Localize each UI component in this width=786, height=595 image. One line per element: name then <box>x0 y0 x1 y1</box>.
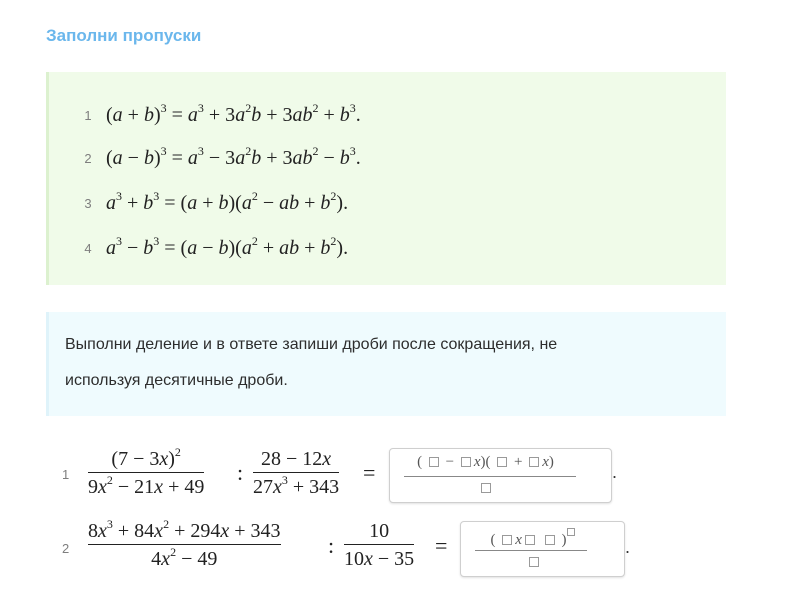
fraction-denominator: $4x^2 - 49$ <box>151 545 218 571</box>
divisor-fraction <box>253 448 339 498</box>
fraction-denominator: 10x − 35 <box>344 548 415 571</box>
formula-expression: $a^3 + b^3 = (a + b)(a^2$ − ab + $b^2$). <box>106 188 349 214</box>
instruction-text-line: используя десятичные дроби. <box>65 372 288 389</box>
trailing-period: . <box>612 462 618 482</box>
formula-number: 4 <box>84 240 92 256</box>
fraction-numerator: $8x^3 + 84x^2 + 294x + 343$ <box>88 517 281 542</box>
formula-expression: $(a - b)^3 = a^3 - 3a^2b + 3ab^2 - b^3$. <box>106 143 361 169</box>
answer-numerator[interactable]: ( x ) <box>443 528 624 549</box>
answer-denominator[interactable] <box>443 554 624 571</box>
divisor-fraction <box>344 520 414 570</box>
formula-reference-block <box>46 72 726 285</box>
answer-input-box[interactable] <box>389 448 612 503</box>
formula-expression: $a^3 - b^3 = (a - b)(a^2$ + ab + $b^2$). <box>106 233 349 259</box>
fraction-numerator: 10 <box>369 520 390 542</box>
equals-sign: = <box>363 460 376 485</box>
blank-field[interactable] <box>502 535 512 545</box>
fraction-denominator: $27x^3 + 343$ <box>253 473 340 499</box>
formula-number: 3 <box>84 195 92 211</box>
fraction-bar <box>88 544 281 545</box>
trailing-period: . <box>625 537 631 557</box>
dividend-fraction <box>88 517 281 571</box>
blank-field[interactable] <box>545 535 555 545</box>
problem-number: 1 <box>62 467 70 482</box>
fraction-numerator: $(7 - 3x)^2$ <box>111 445 181 470</box>
fraction-bar <box>344 544 414 545</box>
blank-field[interactable] <box>529 457 539 467</box>
dividend-fraction <box>88 445 205 499</box>
blank-field[interactable] <box>481 483 491 493</box>
blank-field[interactable] <box>567 528 575 536</box>
fraction-bar <box>88 472 204 473</box>
blank-field[interactable] <box>497 457 507 467</box>
divide-sign: : <box>328 533 335 558</box>
blank-field[interactable] <box>429 457 439 467</box>
divide-sign: : <box>237 460 244 485</box>
instruction-block <box>46 312 726 416</box>
fraction-bar <box>253 472 339 473</box>
answer-numerator[interactable]: ( − x)( + x) <box>417 454 554 470</box>
blank-field[interactable] <box>529 557 539 567</box>
formula-number: 1 <box>84 107 92 123</box>
answer-fraction-bar <box>475 550 587 551</box>
fraction-numerator: 28 − 12x <box>261 448 332 470</box>
answer-input-box[interactable] <box>460 521 625 577</box>
blank-field[interactable] <box>525 535 535 545</box>
answer-fraction-bar <box>404 476 576 477</box>
problem-number: 2 <box>62 541 70 556</box>
fraction-denominator: $9x^2 - 21x + 49$ <box>88 473 205 499</box>
formula-expression: $(a + b)^3 = a^3 + 3a^2b + 3ab^2 + b^3$. <box>106 100 361 126</box>
formula-number: 2 <box>84 150 92 166</box>
blank-field[interactable] <box>461 457 471 467</box>
answer-denominator[interactable] <box>360 480 611 497</box>
page-title: Заполни пропуски <box>46 26 202 45</box>
instruction-text-line: Выполни деление и в ответе запиши дроби после сокращения, не <box>65 336 558 353</box>
equals-sign: = <box>435 533 448 558</box>
